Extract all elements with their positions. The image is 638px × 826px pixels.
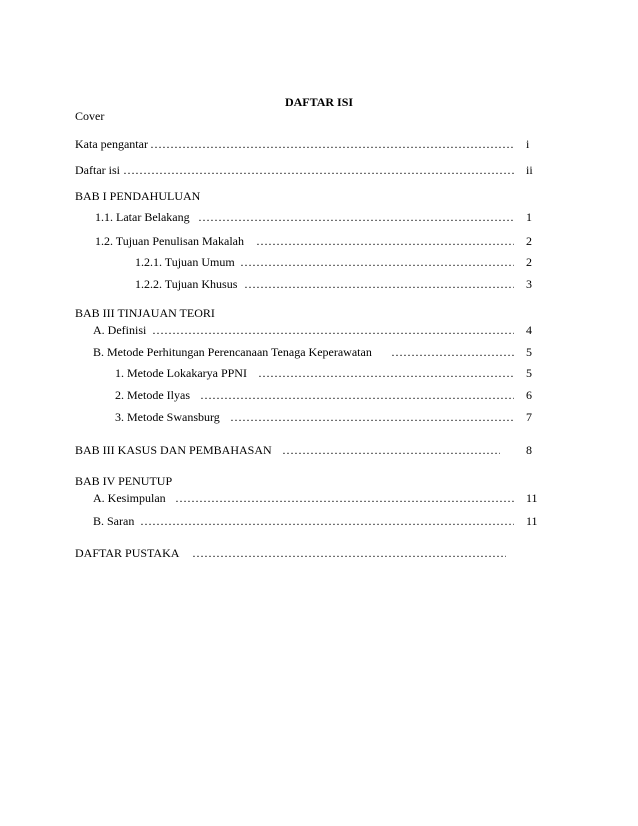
dot-leader: [123, 163, 514, 177]
entry-latar-belakang: [0, 210, 638, 224]
entry-label: Daftar isi: [75, 163, 120, 177]
entry-tujuan-khusus: [0, 277, 638, 291]
dot-leader: [175, 491, 514, 505]
entry-bab3: [0, 443, 638, 457]
entry-page-number: ii: [526, 163, 533, 177]
entry-label: 3. Metode Swansburg: [115, 410, 220, 424]
entry-page-number: 8: [526, 443, 532, 457]
entry-page-number: 5: [526, 345, 532, 359]
entry-page-number: 5: [526, 366, 532, 380]
entry-page-number: 4: [526, 323, 532, 337]
dot-leader: [391, 345, 514, 359]
entry-tujuan-penulisan: [0, 234, 638, 248]
entry-page-number: 1: [526, 210, 532, 224]
entry-page-number: i: [526, 137, 530, 151]
dot-leader: [192, 546, 506, 560]
chapter-heading-bab2: BAB III TINJAUAN TEORI: [75, 306, 215, 320]
dot-leader: [200, 388, 514, 402]
dot-leader: [152, 323, 514, 337]
dot-leader: [256, 234, 514, 248]
entry-daftar-pustaka: [0, 546, 638, 560]
entry-metode-lokakarya: [0, 366, 638, 380]
entry-label: DAFTAR PUSTAKA: [75, 546, 180, 560]
entry-saran: [0, 514, 638, 528]
entry-label: 1.2.1. Tujuan Umum: [135, 255, 235, 269]
dot-leader: [150, 137, 514, 151]
entry-label: 1.1. Latar Belakang: [95, 210, 190, 224]
entry-page-number: 3: [526, 277, 532, 291]
entry-page-number: 2: [526, 234, 532, 248]
dot-leader: [244, 277, 514, 291]
dot-leader: [140, 514, 514, 528]
entry-kesimpulan: [0, 491, 638, 505]
entry-label: Kata pengantar: [75, 137, 148, 151]
entry-page-number: 11: [526, 514, 538, 528]
dot-leader: [198, 210, 514, 224]
entry-page-number: 11: [526, 491, 538, 505]
entry-definisi: [0, 323, 638, 337]
chapter-heading-bab1: BAB I PENDAHULUAN: [75, 189, 201, 203]
entry-metode-swansburg: [0, 410, 638, 424]
dot-leader: [258, 366, 514, 380]
dot-leader: [282, 443, 500, 457]
entry-kata-pengantar: [0, 137, 638, 151]
entry-label: 1.2.2. Tujuan Khusus: [135, 277, 238, 291]
entry-label: 2. Metode Ilyas: [115, 388, 190, 402]
entry-label: A. Definisi: [93, 323, 147, 337]
entry-page-number: 7: [526, 410, 532, 424]
entry-label: B. Metode Perhitungan Perencanaan Tenaga Keperawatan: [93, 345, 372, 359]
entry-page-number: 2: [526, 255, 532, 269]
entry-label: 1. Metode Lokakarya PPNI: [115, 366, 247, 380]
entry-metode-perhitungan: [0, 345, 638, 359]
entry-label: BAB III KASUS DAN PEMBAHASAN: [75, 443, 272, 457]
entry-daftar-isi: [0, 163, 638, 177]
entry-label: B. Saran: [93, 514, 135, 528]
entry-cover: Cover: [75, 109, 105, 123]
entry-label: 1.2. Tujuan Penulisan Makalah: [95, 234, 244, 248]
dot-leader: [240, 255, 514, 269]
chapter-heading-bab4: BAB IV PENUTUP: [75, 474, 173, 488]
page-title: DAFTAR ISI: [284, 95, 354, 109]
entry-metode-ilyas: [0, 388, 638, 402]
dot-leader: [230, 410, 514, 424]
entry-label: A. Kesimpulan: [93, 491, 166, 505]
entry-tujuan-umum: [0, 255, 638, 269]
entry-page-number: 6: [526, 388, 532, 402]
